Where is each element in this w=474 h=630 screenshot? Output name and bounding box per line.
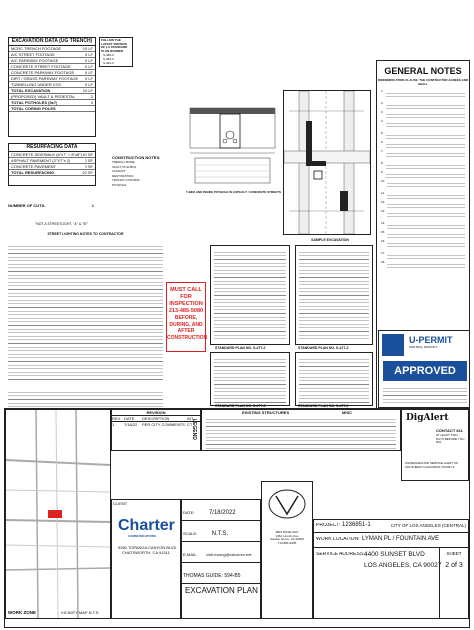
legend-symbols	[206, 416, 396, 450]
general-note-item: 3.	[381, 111, 465, 118]
row-label: TOTAL RESURFACING	[11, 170, 55, 175]
row-value: 0 LF	[84, 76, 93, 81]
rev-r-int: CT	[187, 422, 193, 427]
row-label: CONCRETE SIDEWALK (6"x7" + 8"x8")	[11, 152, 82, 157]
construction-note-item: CONDUIT	[112, 169, 126, 174]
row-label: TOTAL POTHOLES (5x7)	[11, 100, 58, 105]
std-b-text	[299, 249, 369, 341]
guide-row	[182, 563, 260, 584]
vicinity-map-svg	[6, 410, 110, 618]
follow-item: S-442-0	[103, 60, 114, 65]
sheet-value: 2 of 3	[445, 562, 463, 569]
general-note-item: 6.	[381, 141, 465, 148]
general-note-item: 7.	[381, 150, 465, 160]
row-label: CONCRETE PAVEMENT	[11, 164, 56, 169]
misc-title: MISC	[342, 410, 352, 415]
excavation-data-table	[8, 37, 96, 137]
scale-label: SCALE:	[183, 531, 198, 536]
standard-plan-c-title: STANDARD PLAN NO. S-477-2	[215, 404, 266, 408]
scale-row	[182, 521, 260, 542]
email-value: vinh.truong@vdcomm.net	[205, 552, 252, 557]
must-call-phone: 213-485-5080	[168, 308, 204, 314]
vicinity-map	[5, 409, 111, 619]
legend-title: LEGEND	[191, 419, 197, 440]
project-block	[313, 519, 469, 619]
general-note-item: 4.	[381, 120, 465, 130]
data-row	[9, 170, 95, 176]
scale-value: N.T.S.	[211, 531, 229, 537]
street-lighting-notes	[8, 232, 163, 410]
plan-info-block	[181, 499, 261, 619]
date-row	[182, 500, 260, 521]
general-notes-subtitle: INDEMNIFICATION CLAUSE: THE CONTRACTOR AGREES AND SHALL	[377, 78, 469, 86]
general-note-item: 17.	[381, 252, 465, 259]
general-note-item: 10.	[381, 180, 465, 190]
must-call-line3: BEFORE, DURING, AND AFTER CONSTRUCTION	[167, 315, 208, 341]
cuts-value: 1	[91, 203, 94, 208]
date-value: 7/18/2022	[208, 510, 236, 516]
street-lighting-title: STREET LIGHTING NOTES TO CONTRACTOR	[47, 232, 124, 236]
client-address-1: 9260 TOPANGA CANYON BLVD	[118, 544, 177, 550]
row-label: A/C PARKWAY FOOTAGE	[11, 58, 59, 63]
row-value: 0 LF	[84, 70, 93, 75]
upermit-brand: U-PERMIT	[409, 335, 453, 345]
vicinity-map-label: VICINITY MAP N.T.S.	[61, 610, 100, 615]
row-label: A/C STREET FOOTAGE	[11, 52, 55, 57]
construction-note-item: POTHOLE	[112, 182, 127, 187]
contact-811-sub: AT LEAST TWO DAYS BEFORE YOU DIG	[436, 433, 465, 445]
plan-name: EXCAVATION PLAN	[185, 586, 258, 595]
follow-title: FOLLOW THE LATEST VERSION OF LA STANDARD PLAN NUMBER	[101, 38, 128, 53]
standard-plan-d-title: STANDARD PLAN NO. S-477-2	[298, 404, 349, 408]
follow-item: S-483-0	[103, 56, 114, 61]
sample-excavation-svg	[284, 91, 370, 234]
construction-note-item: TRENCH, BORE	[112, 160, 135, 164]
row-value: 0 SF	[84, 158, 93, 163]
resurfacing-data-table	[8, 143, 96, 186]
follow-plan-box	[99, 37, 133, 67]
street-lighting-body	[8, 243, 163, 383]
general-note-item: 13.	[381, 210, 465, 220]
designer-address-2: 1361 Lincoln Ave	[275, 533, 299, 538]
standard-plan-a-title: STANDARD PLAN NO. S-477-2	[215, 346, 266, 350]
row-value: 10 SF	[82, 152, 93, 157]
project-city: CITY OF LOS ANGELES (CENTRAL)	[390, 523, 466, 528]
general-note-item: 9.	[381, 171, 465, 178]
project-value: 1236851-1	[342, 522, 371, 528]
construction-note-item: TRAFFIC CONTROL	[112, 178, 141, 183]
general-note-item: 5.	[381, 132, 465, 139]
client-logo-tag: COMMUNICATIONS	[128, 534, 156, 538]
construction-notes-title: CONSTRUCTION NOTES:	[112, 155, 161, 160]
work-zone-label: WORK ZONE	[8, 610, 36, 615]
rev-h-int: INT	[187, 416, 194, 421]
general-note-item: 2.	[381, 102, 465, 109]
client-logo-name: Charter	[118, 517, 175, 534]
row-label: CONCRETE PARKWAY FOOTAGE	[11, 70, 75, 75]
contact-811: CONTACT 811	[436, 428, 463, 433]
trench-detail-drawing	[185, 103, 280, 193]
construction-notes	[112, 155, 182, 230]
client-address-2: CHATSWORTH, CA 91311	[122, 549, 170, 555]
row-label: TUNNELLING UNDER CGC	[11, 82, 62, 87]
email-row	[182, 542, 260, 563]
row-value: 0 LF	[84, 58, 93, 63]
date-label: DATE:	[183, 510, 195, 515]
row-value: 10 LF	[82, 88, 93, 93]
service-address-value: 4400 SUNSET BLVD	[364, 551, 425, 558]
general-note-item: 11.	[381, 192, 465, 199]
upermit-stamp	[378, 330, 470, 408]
row-value: 0 SF	[84, 164, 93, 169]
general-note-item: 1.	[381, 90, 465, 100]
row-value: 0 LF	[84, 64, 93, 69]
dig-alert-logo-icon: DigAlert	[406, 413, 449, 423]
standard-plan-a	[210, 245, 290, 345]
client-label: CLIENT	[113, 501, 128, 506]
must-call-line1: MUST CALL FOR INSPECTION	[169, 287, 203, 307]
street-lighting-signature-lines	[8, 389, 163, 407]
sample-excavation-drawing	[283, 90, 371, 235]
row-value: 2	[90, 94, 93, 99]
rev-r-rev: 1	[112, 422, 115, 427]
designer-phone: 714-881-6255	[277, 540, 297, 545]
std-a-text	[214, 249, 286, 341]
revision-title: REVISION	[112, 410, 200, 416]
general-note-item: 8.	[381, 162, 465, 169]
row-label: ASPHALT PAVEMENT (2"X7"x 2)	[11, 158, 71, 163]
row-value: 0 LF	[84, 52, 93, 57]
std-c-text	[214, 356, 286, 404]
standard-plan-c	[210, 352, 290, 406]
project-label: PROJECT:	[316, 523, 341, 528]
scale-note: "NOT A STREETLIGHT, "A" & "B""	[35, 222, 89, 226]
thomas-guide: THOMAS GUIDE: 594-B5	[183, 573, 241, 579]
upermit-logo-icon	[382, 334, 404, 356]
designer-address-1: 4803 ROSE WAY	[275, 530, 299, 534]
number-of-cuts	[8, 203, 96, 211]
approved-stamp: APPROVED	[383, 361, 467, 381]
client-block	[111, 499, 181, 619]
upermit-sub: CENTRAL DISTRICT	[409, 345, 438, 349]
general-note-item: 18.	[381, 261, 465, 268]
designer-logo-icon	[262, 486, 312, 526]
dig-alert-box	[401, 409, 469, 481]
project-row	[314, 520, 468, 533]
row-value: 4	[90, 100, 93, 105]
row-value: 10 SF	[82, 170, 93, 175]
trench-detail-svg	[185, 103, 280, 193]
sheet-box	[439, 548, 468, 618]
revision-row	[112, 422, 200, 427]
general-note-item: 12.	[381, 201, 465, 208]
general-note-item: 15.	[381, 231, 465, 238]
row-label: DIRT / GRASS PARKWAY FOOTAGE	[11, 76, 79, 81]
resurfacing-title: RESURFACING DATA	[9, 144, 95, 152]
designer-block	[261, 481, 313, 619]
row-label: TOTAL EXCAVATION	[11, 88, 51, 93]
sample-excavation-title: SAMPLE EXCAVATION	[311, 238, 349, 242]
general-notes-title: GENERAL NOTES	[384, 66, 462, 76]
rev-h-date: DATE	[124, 416, 135, 421]
excavation-title: EXCAVATION DATA (UG TRENCH)	[9, 38, 95, 46]
data-row	[9, 106, 95, 112]
upermit-text-lines	[383, 385, 467, 405]
rev-h-rev: REV	[112, 416, 121, 421]
title-block	[4, 408, 470, 628]
legend-panel	[201, 409, 401, 451]
general-note-item: 16.	[381, 240, 465, 250]
rev-r-desc: PER CITY COMMENTS	[142, 422, 185, 427]
asphalt-detail-title: T-BED AND INSIDE POTHOLE IN ASPHALT / CONCRETE STREETS	[186, 190, 281, 194]
row-label: MCRC TRENCH FOOTAGE	[11, 46, 62, 51]
standard-plan-d	[295, 352, 373, 406]
construction-note-item: RESTORATION	[112, 173, 134, 178]
cuts-label: NUMBER OF CUTS:	[8, 203, 46, 208]
row-label: (PROPOSED) VAULT & PEDESTAL	[11, 94, 76, 99]
standard-plan-b-title: STANDARD PLAN NO. S-477-2	[298, 346, 349, 350]
service-address-row	[314, 548, 468, 618]
work-location-row	[314, 533, 468, 548]
designer-address-3: Garden Grove, CA 92840	[270, 537, 304, 542]
rev-h-desc: DESCRIPTION	[142, 416, 170, 421]
rev-r-date: 7/18/22	[124, 422, 138, 427]
revision-table	[111, 409, 201, 451]
row-value: 10 LF	[82, 46, 93, 51]
row-label: CONCRETE STREET FOOTAGE	[11, 64, 71, 69]
standard-plan-b	[295, 245, 373, 345]
general-note-item: 14.	[381, 222, 465, 229]
follow-item: S-480-0	[103, 53, 114, 58]
service-address-city: LOS ANGELES, CA 90027	[364, 562, 442, 569]
service-address-label: SERVICE ADDRESS:	[316, 552, 365, 557]
row-label: TOTAL CORING POLES	[11, 106, 56, 111]
dig-ticket: UNDERGROUND SERVICE ALERT OF SOUTHERN CALIFORNIA TICKET #	[405, 461, 459, 469]
std-d-text	[299, 356, 369, 404]
construction-note-item: VAULT, PULLBOX	[112, 164, 137, 169]
sheet-label: SHEET	[446, 551, 462, 556]
existing-structures-title: EXISTING STRUCTURES	[242, 410, 290, 415]
email-label: E-MAIL:	[183, 552, 198, 557]
work-location-value: LYMAN PL / FOUNTAIN AVE	[362, 536, 440, 542]
must-call-box	[166, 282, 206, 352]
row-value: 0 LF	[84, 82, 93, 87]
work-location-label: WORK LOCATION:	[316, 537, 360, 542]
